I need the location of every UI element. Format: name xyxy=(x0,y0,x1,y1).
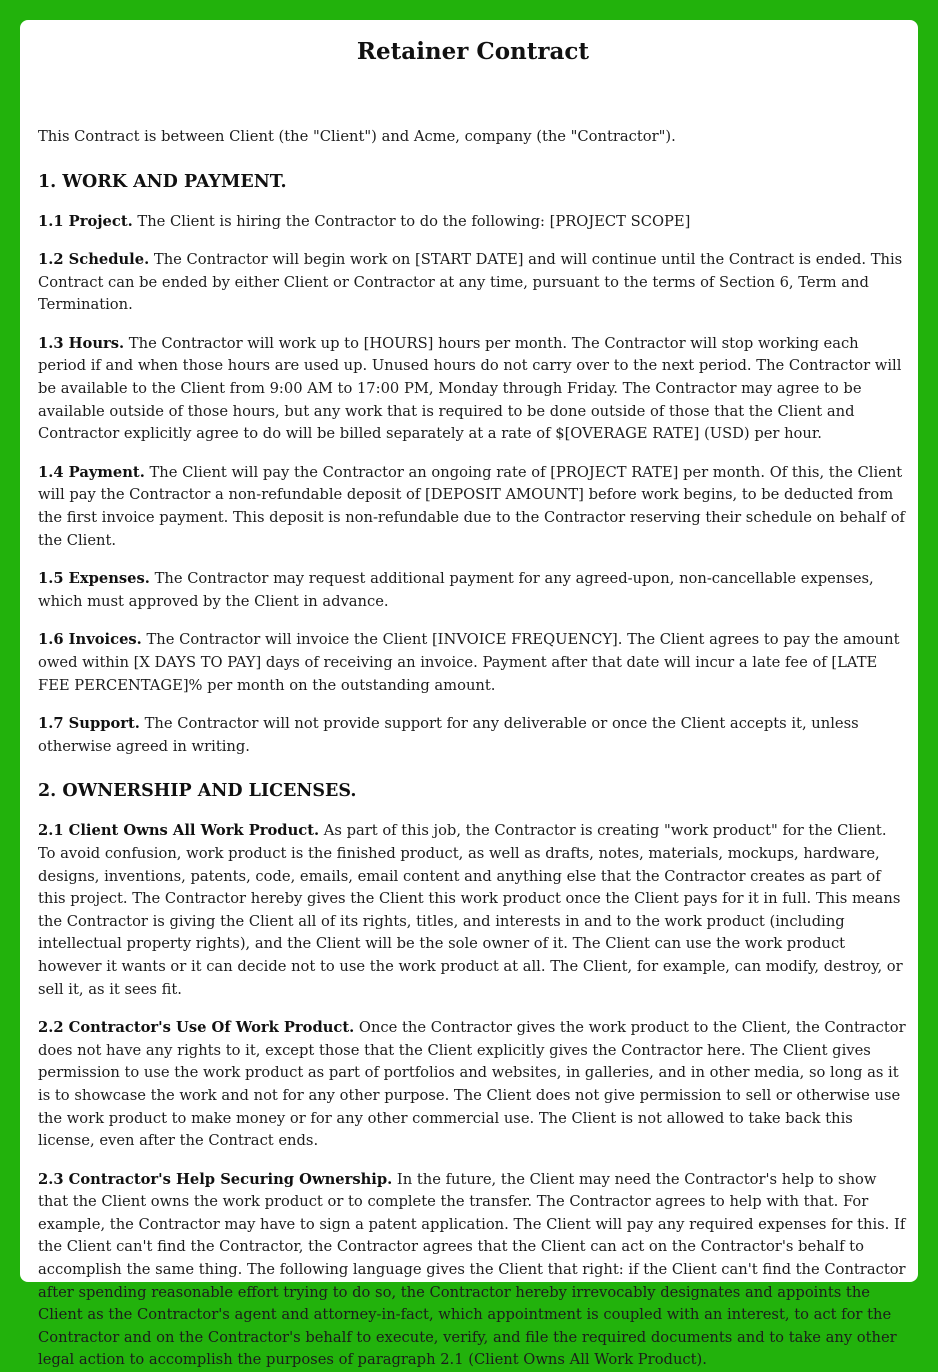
clause-text: The Contractor will invoice the Client [INVOICE FREQUENCY]. The Client agrees to pay the amount owed within [X DAYS TO PAY] days of receiving an invoice. Payment after that date will incur a late fee of [LATE FEE PERCENTAGE]% per month on the outstanding amount. xyxy=(38,631,900,694)
clause-label: 2.1 Client Owns All Work Product. xyxy=(38,822,320,840)
clause-text: Once the Contractor gives the work product to the Client, the Contractor does not have any rights to it, except those that the Client explicitly gives the Contractor here. The Client gives permission to use the work product as part of portfolios and websites, in galleries, and in other media, so long as it is to showcase the work and not for any other purpose. The Client does not give permission to sell or otherwise use the work product to make money or for any other commercial use. The Client is not allowed to take back this license, even after the Contract ends. xyxy=(38,1019,906,1150)
clause-text: The Client is hiring the Contractor to do the following: [PROJECT SCOPE] xyxy=(132,212,691,230)
clause-label: 1.3 Hours. xyxy=(38,334,125,352)
clause-label: 2.3 Contractor's Help Securing Ownership. xyxy=(38,1170,393,1188)
clause-2-3 xyxy=(38,1169,908,1372)
clause-label: 1.6 Invoices. xyxy=(38,631,142,649)
clause-1-6 xyxy=(38,629,908,697)
clause-text: The Contractor will begin work on [START DATE] and will continue until the Contract is ended. This Contract can be ended by either Client or Contractor at any time, pursuant to the terms of Section 6, Term and Termination. xyxy=(38,251,903,314)
clause-text: The Contractor may request additional payment for any agreed-upon, non-cancellable expenses, which must approved by the Client in advance. xyxy=(38,570,874,610)
clause-2-1 xyxy=(38,820,908,1001)
clause-2-2 xyxy=(38,1017,908,1153)
section-heading-ownership-and-licenses: 2. OWNERSHIP AND LICENSES. xyxy=(38,781,357,802)
clause-text: In the future, the Client may need the Contractor's help to show that the Client owns the work product or to complete the transfer. The Contractor agrees to help with that. For example, the Contractor may have to sign a patent application. The Client will pay any required expenses for this. If the Client can't find the Contractor, the Contractor agrees that the Client can act on the Contractor's behalf to accomplish the same thing. The following language gives the Client that right: if the Client can't find the Contractor after spending reasonable effort trying to do so, the Contractor hereby irrevocably designates and appoints the Client as the Contractor's agent and attorney-in-fact, which appointment is coupled with an interest, to act for the Contractor and on the Contractor's behalf to execute, verify, and file the required documents and to take any other legal action to accomplish the purposes of paragraph 2.1 (Client Owns All Work Product). xyxy=(38,1170,906,1369)
clause-1-3 xyxy=(38,333,908,446)
contract-document xyxy=(20,20,918,1369)
clause-label: 1.2 Schedule. xyxy=(38,251,150,269)
clause-text: As part of this job, the Contractor is creating "work product" for the Client. To avoid confusion, work product is the finished product, as well as drafts, notes, materials, mockups, hardware, designs, inventions, patents, code, emails, email content and anything else that the Contractor creates as part of this project. The Contractor hereby gives the Client this work product once the Client pays for it in full. This means the Contractor is giving the Client all of its rights, titles, and interests in and to the work product (including intellectual property rights), and the Client will be the sole owner of it. The Client can use the work product however it wants or it can decide not to use the work product at all. The Client, for example, can modify, destroy, or sell it, as it sees fit. xyxy=(38,822,903,998)
clause-1-7 xyxy=(38,713,908,758)
intro-paragraph: This Contract is between Client (the "Client") and Acme, company (the "Contractor"). xyxy=(38,128,676,145)
clause-1-1 xyxy=(38,211,908,234)
clause-text: The Contractor will work up to [HOURS] hours per month. The Contractor will stop working each period if and when those hours are used up. Unused hours do not carry over to the next period. The Contractor will be available to the Client from 9:00 AM to 17:00 PM, Monday through Friday. The Contractor may agree to be available outside of those hours, but any work that is required to be done outside of those that the Client and Contractor explicitly agree to do will be billed separately at a rate of $[OVERAGE RATE] (USD) per hour. xyxy=(38,334,902,443)
clause-text: The Client will pay the Contractor an ongoing rate of [PROJECT RATE] per month. Of this, the Client will pay the Contractor a non-refundable deposit of [DEPOSIT AMOUNT] before work begins, to be deducted from the first invoice payment. This deposit is non-refundable due to the Contractor reserving their schedule on behalf of the Client. xyxy=(38,463,905,549)
clause-1-2 xyxy=(38,249,908,317)
clause-1-4 xyxy=(38,462,908,552)
clause-label: 1.7 Support. xyxy=(38,715,140,733)
clause-label: 1.4 Payment. xyxy=(38,463,145,481)
clause-1-5 xyxy=(38,568,908,613)
clause-label: 2.2 Contractor's Use Of Work Product. xyxy=(38,1019,355,1037)
clause-text: The Contractor will not provide support for any deliverable or once the Client accepts it, unless otherwise agreed in writing. xyxy=(38,715,859,755)
clause-label: 1.5 Expenses. xyxy=(38,570,150,588)
clause-label: 1.1 Project. xyxy=(38,212,133,230)
section-heading-work-and-payment: 1. WORK AND PAYMENT. xyxy=(38,171,287,192)
document-title: Retainer Contract xyxy=(356,38,590,65)
